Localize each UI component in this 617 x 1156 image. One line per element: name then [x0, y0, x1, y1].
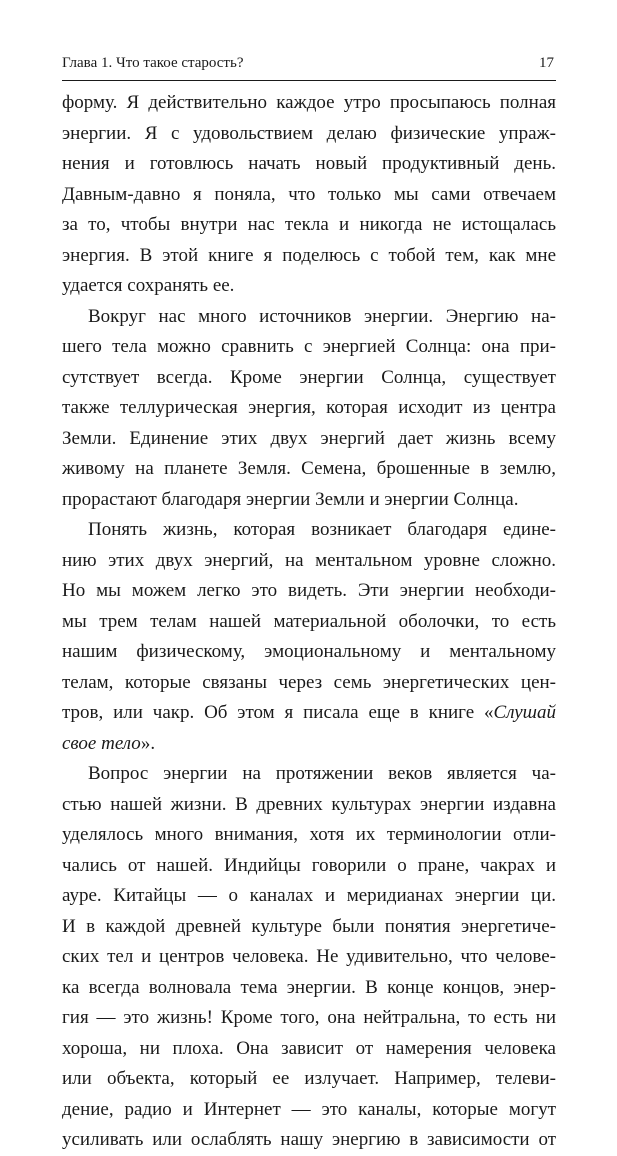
- text-line: Вопрос энергии на протяжении веков является ча-: [88, 763, 556, 784]
- text-line: Но мы можем легко это видеть. Эти энергии необходи-: [62, 580, 556, 601]
- text-line: телам, которые связаны через семь энергетических цен-: [62, 671, 556, 693]
- text-line: гия — это жизнь! Кроме того, она нейтральна, то есть ни: [62, 1007, 556, 1028]
- text-line: или объекта, который ее излучает. Например, телеви-: [62, 1068, 556, 1089]
- text-line: мы трем телам нашей материальной оболочки, то есть: [62, 610, 556, 632]
- body-text: [62, 88, 556, 1156]
- header-rule: [62, 80, 556, 81]
- text-line: сутствует всегда. Кроме энергии Солнца, существует: [62, 366, 556, 388]
- text-line: уделялось много внимания, хотя их терминологии отли-: [62, 824, 556, 845]
- text-line-segment: тров, или чакр. Об этом я писала еще в книге «: [62, 702, 494, 723]
- text-line: энергия. В этой книге я поделюсь с тобой тем, как мне: [62, 244, 556, 266]
- text-line: за то, чтобы внутри нас текла и никогда не истощалась: [62, 214, 556, 235]
- book-title-continued: свое тело: [62, 732, 141, 754]
- text-line: нения и готовлюсь начать новый продуктивный день.: [62, 153, 556, 174]
- running-header: [62, 52, 554, 74]
- text-line: усиливать или ослаблять нашу энергию в зависимости от: [62, 1129, 556, 1150]
- text-line: живому на планете Земля. Семена, брошенные в землю,: [62, 458, 556, 479]
- text-line: И в каждой древней культуре были понятия энергетиче-: [62, 915, 556, 937]
- text-line: также теллурическая энергия, которая исходит из центра: [62, 397, 556, 418]
- text-line: нию этих двух энергий, на ментальном уровне сложно.: [62, 549, 556, 571]
- text-line: форму. Я действительно каждое утро просыпаюсь полная: [62, 92, 556, 113]
- text-line: прорастают благодаря энергии Земли и энергии Солнца.: [62, 488, 519, 510]
- chapter-title: Глава 1. Что такое старость?: [62, 55, 244, 71]
- text-line: [62, 729, 556, 760]
- text-line: энергии. Я с удовольствием делаю физические упраж-: [62, 122, 556, 144]
- page-number: 17: [539, 55, 554, 71]
- book-title: Слушай: [493, 702, 556, 723]
- text-line: ауре. Китайцы — о каналах и меридианах энергии ци.: [62, 885, 556, 906]
- text-line: Понять жизнь, которая возникает благодаря едине-: [88, 519, 556, 540]
- text-line: Давным-давно я поняла, что только мы сами отвечаем: [62, 183, 556, 205]
- text-line: хороша, ни плоха. Она зависит от намерения человека: [62, 1037, 556, 1059]
- text-line: Вокруг нас много источников энергии. Энергию на-: [88, 305, 556, 327]
- text-line-segment: ».: [140, 732, 156, 754]
- text-line: шего тела можно сравнить с энергией Солнца: она при-: [62, 336, 556, 357]
- text-line: стью нашей жизни. В древних культурах энергии издавна: [62, 793, 556, 815]
- text-line: Земли. Единение этих двух энергий дает жизнь всему: [62, 427, 556, 449]
- text-line: ка всегда волновала тема энергии. В конце концов, энер-: [62, 976, 556, 998]
- text-line: удается сохранять ее.: [62, 275, 235, 296]
- text-line: дение, радио и Интернет — это каналы, которые могут: [62, 1098, 556, 1120]
- text-line: чались от нашей. Индийцы говорили о пране, чакрах и: [62, 854, 556, 876]
- text-line: нашим физическому, эмоциональному и ментальному: [62, 641, 556, 662]
- text-line: [62, 698, 556, 729]
- text-line: ских тел и центров человека. Не удивительно, что челове-: [62, 946, 556, 967]
